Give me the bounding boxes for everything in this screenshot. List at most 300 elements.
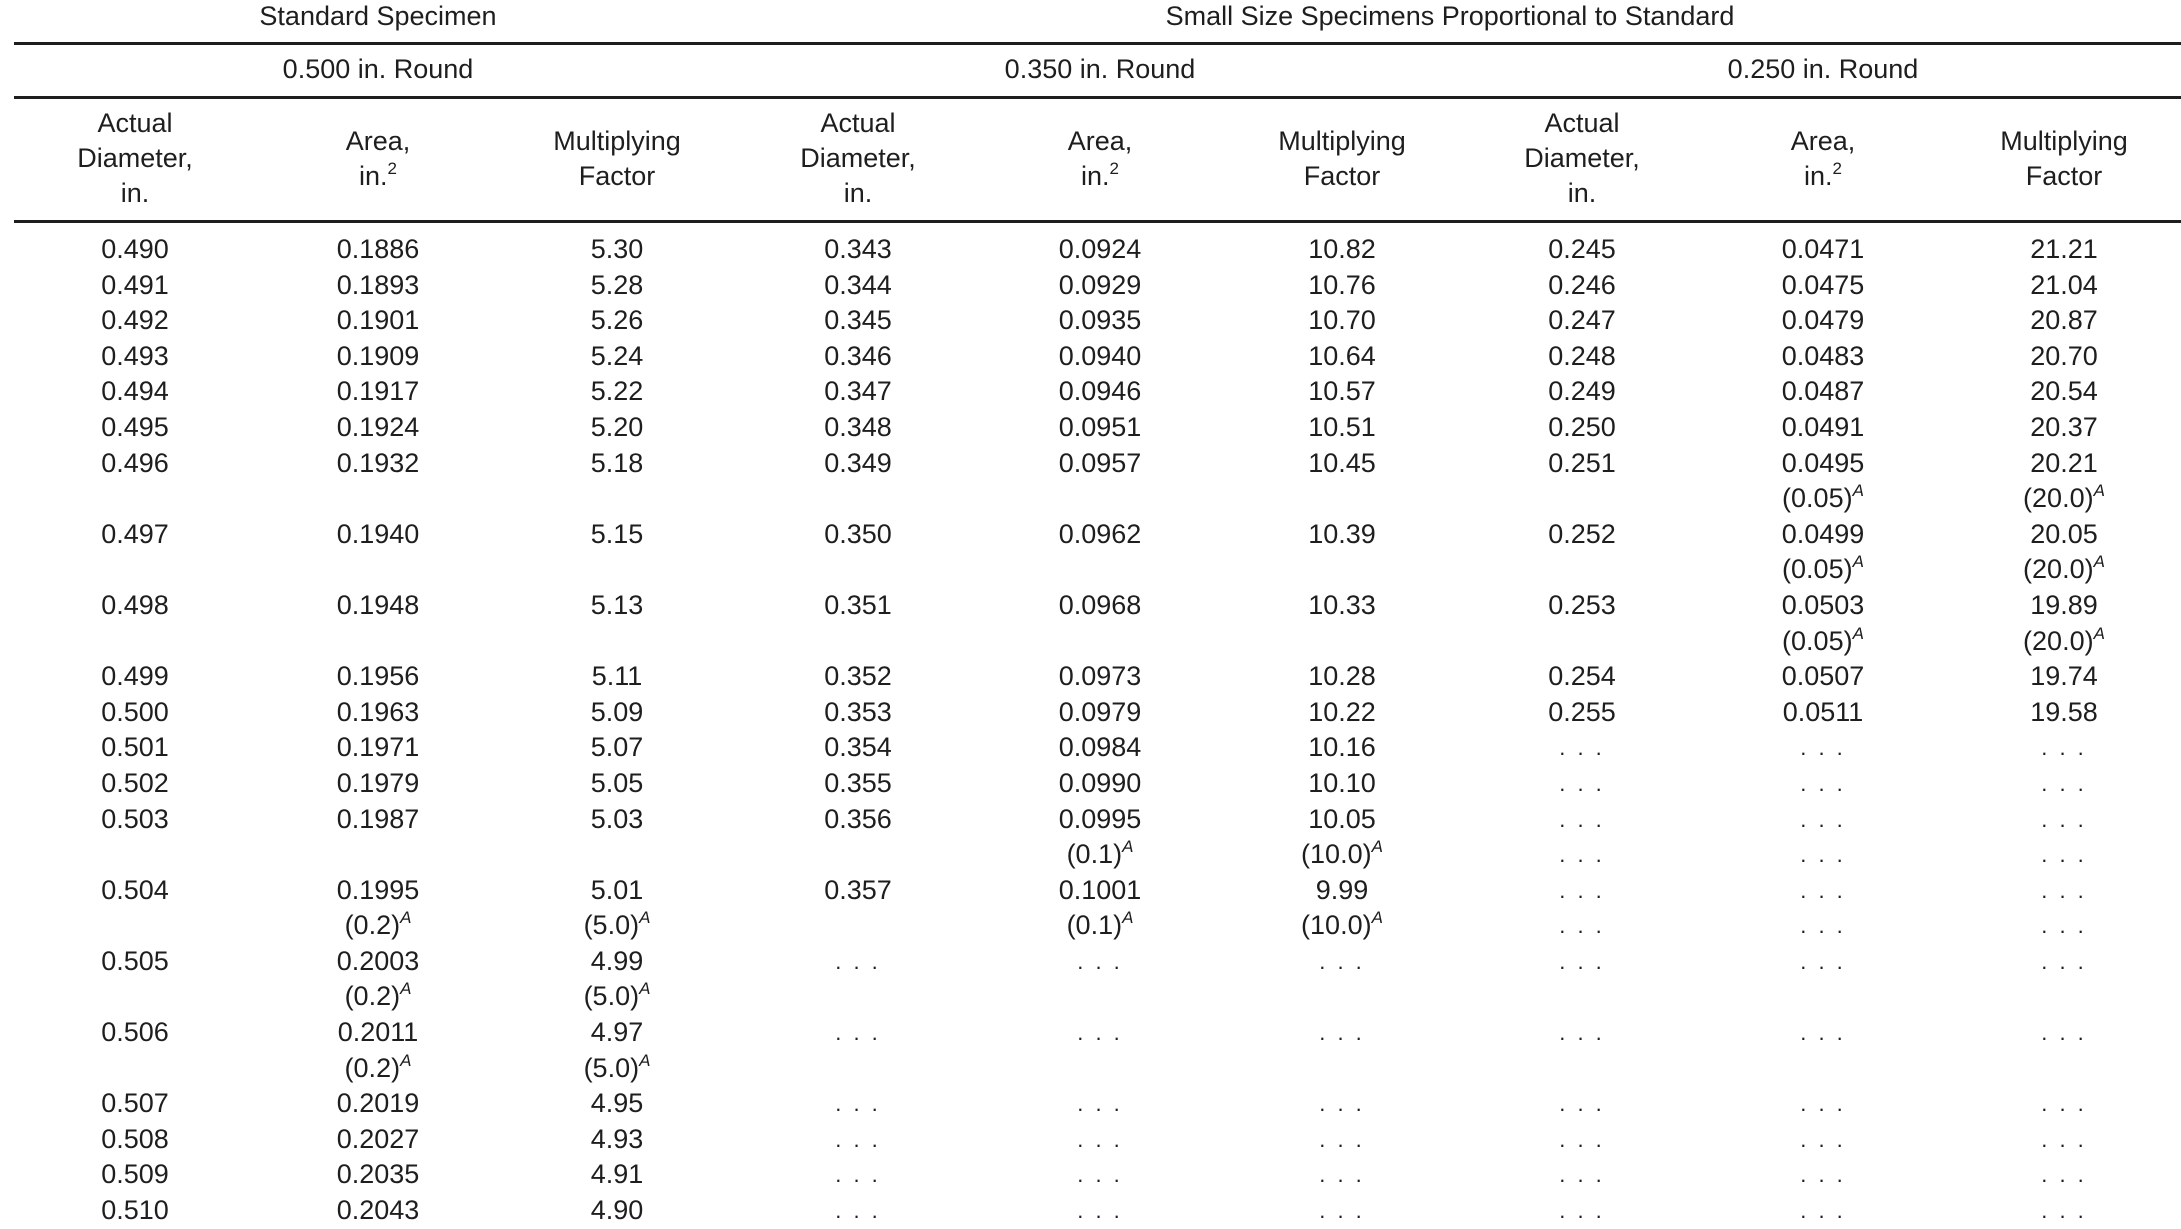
value: 20.54 [2030, 376, 2098, 407]
value: 0.508 [101, 1123, 169, 1154]
cell-multiplying-factor [2023, 588, 2105, 659]
cell-multiplying-factor [1308, 766, 1376, 802]
ellipsis: . . . [1800, 1198, 1846, 1224]
cell-actual-diameter [101, 1086, 169, 1122]
value: 0.496 [101, 447, 169, 478]
cell-area [1800, 873, 1846, 944]
value: 0.2019 [336, 1088, 420, 1119]
value: 0.0951 [1058, 411, 1142, 442]
cell-actual-diameter [101, 339, 169, 375]
value: 0.0929 [1058, 269, 1142, 300]
value: 0.2035 [336, 1159, 420, 1190]
value: 0.509 [101, 1159, 169, 1190]
column-header-area [1068, 124, 1133, 194]
cell-actual-diameter [1548, 410, 1616, 446]
value: 0.490 [101, 234, 169, 264]
value: 20.37 [2030, 411, 2098, 442]
cell-actual-diameter [101, 446, 169, 482]
value: 10.22 [1308, 696, 1376, 727]
cell-multiplying-factor [2041, 1193, 2087, 1229]
column-header-line: in. [1567, 178, 1597, 208]
value: 4.93 [590, 1123, 644, 1154]
ellipsis: . . . [1800, 735, 1846, 761]
value: 0.1971 [336, 732, 420, 763]
value: 0.0503 [1781, 589, 1865, 620]
ellipsis: . . . [1559, 1020, 1605, 1046]
value: 5.01 [590, 874, 644, 905]
value: 0.1901 [336, 305, 420, 336]
value: 0.251 [1548, 447, 1616, 478]
cell-multiplying-factor [1308, 339, 1376, 375]
column-header-line: Factor [1303, 161, 1381, 191]
value: 0.504 [101, 874, 169, 905]
ellipsis: . . . [835, 1091, 881, 1117]
value: 0.355 [824, 767, 892, 798]
cell-multiplying-factor [591, 1122, 644, 1158]
cell-actual-diameter [101, 1193, 169, 1229]
ellipsis: . . . [1319, 948, 1365, 974]
cell-multiplying-factor [592, 659, 643, 695]
value: 19.89 [2030, 589, 2098, 620]
table-row [0, 873, 2181, 944]
value: 0.0511 [1782, 696, 1864, 727]
cell-area [337, 1086, 420, 1122]
column-header-line: Multiplying [1278, 126, 1406, 156]
footnote-marker: A [400, 979, 412, 999]
value: 5.07 [590, 732, 644, 763]
value: 0.506 [101, 1017, 169, 1048]
cell-multiplying-factor [2041, 1086, 2087, 1122]
value: 0.0990 [1058, 767, 1142, 798]
cell-multiplying-factor [1319, 1193, 1365, 1229]
nominal-value: $(0.05)^A$ [1782, 623, 1864, 656]
value: 0.510 [101, 1195, 169, 1226]
cell-multiplying-factor [591, 730, 644, 766]
cell-multiplying-factor [1308, 410, 1376, 446]
value: 0.247 [1548, 305, 1616, 336]
cell-area [337, 1157, 420, 1193]
cell-actual-diameter [824, 730, 892, 766]
cell-multiplying-factor [1308, 232, 1376, 268]
column-header-actual-diameter [77, 106, 193, 211]
cell-multiplying-factor [584, 944, 651, 1015]
cell-area [337, 730, 420, 766]
ellipsis: . . . [1559, 735, 1605, 761]
column-header-line: Factor [578, 161, 656, 191]
cell-actual-diameter [101, 695, 169, 731]
value: 0.0499 [1781, 518, 1865, 549]
cell-multiplying-factor [591, 695, 644, 731]
column-header-line: in.$^2$ [1803, 159, 1842, 191]
cell-area [337, 339, 420, 375]
cell-area [337, 944, 420, 1015]
table-row [0, 1086, 2181, 1122]
nominal-value: $(0.05)^A$ [1782, 552, 1864, 585]
value: 0.0495 [1781, 447, 1865, 478]
value: 0.1924 [336, 411, 420, 442]
ellipsis: . . . [1077, 1020, 1123, 1046]
column-header-area [346, 124, 411, 194]
column-header-line: in. [843, 178, 873, 208]
cell-actual-diameter [1548, 517, 1616, 553]
value: 0.0935 [1058, 305, 1142, 336]
cell-area [337, 588, 420, 624]
cell-actual-diameter [101, 766, 169, 802]
cell-actual-diameter [824, 517, 892, 553]
cell-area [1800, 1015, 1846, 1051]
table-row [0, 588, 2181, 659]
footnote-marker: A [639, 908, 651, 928]
rule-column-headers [14, 220, 2181, 223]
cell-multiplying-factor [1308, 659, 1376, 695]
column-header-line: Diameter, [77, 143, 193, 173]
cell-actual-diameter [824, 232, 892, 268]
cell-area [1782, 232, 1865, 268]
ellipsis: . . . [1559, 877, 1605, 903]
footnote-marker: A [400, 908, 412, 928]
cell-actual-diameter [824, 410, 892, 446]
cell-multiplying-factor [591, 517, 644, 553]
subgroup-0350-round: 0.350 in. Round [1004, 54, 1196, 84]
value: 0.0984 [1058, 732, 1142, 763]
cell-area [1782, 517, 1865, 588]
value: 10.70 [1308, 305, 1376, 336]
value: 0.255 [1548, 696, 1616, 727]
cell-multiplying-factor [591, 802, 644, 838]
value: 0.0491 [1781, 411, 1865, 442]
ellipsis: . . . [835, 1198, 881, 1224]
footnote-marker: A [1852, 623, 1864, 643]
cell-multiplying-factor [591, 232, 644, 268]
value: 0.348 [824, 411, 892, 442]
table-row [0, 339, 2181, 375]
value: 5.03 [590, 803, 644, 834]
value: 5.22 [590, 376, 644, 407]
subgroup-0250-round: 0.250 in. Round [1727, 54, 1919, 84]
cell-area [1800, 1086, 1846, 1122]
cell-multiplying-factor [591, 410, 644, 446]
table-row [0, 1122, 2181, 1158]
value: 20.70 [2030, 340, 2098, 371]
cell-area [337, 659, 420, 695]
ellipsis: . . . [1800, 770, 1846, 796]
cell-area [337, 268, 420, 304]
cell-multiplying-factor [1301, 873, 1383, 944]
cell-multiplying-factor [1319, 1086, 1365, 1122]
value: 10.33 [1308, 589, 1376, 620]
value: 5.24 [590, 340, 644, 371]
value: 21.21 [2030, 234, 2098, 264]
cell-area [1800, 1193, 1846, 1229]
value: 0.0479 [1781, 305, 1865, 336]
value: 5.20 [590, 411, 644, 442]
nominal-value: $(0.2)^A$ [344, 908, 412, 941]
value: 0.249 [1548, 376, 1616, 407]
cell-area [1782, 339, 1865, 375]
nominal-value: $(0.1)^A$ [1066, 837, 1134, 870]
footnote-marker: A [1122, 908, 1134, 928]
footnote-marker: A [1371, 908, 1383, 928]
value: 5.11 [591, 661, 643, 692]
value: 10.16 [1308, 732, 1376, 763]
value: 0.1979 [336, 767, 420, 798]
ellipsis: . . . [2041, 842, 2087, 868]
value: 0.357 [824, 874, 892, 905]
value: 10.28 [1308, 661, 1376, 692]
cell-multiplying-factor [2030, 232, 2098, 268]
value: 0.1909 [336, 340, 420, 371]
value: 9.99 [1315, 874, 1369, 905]
cell-area [1800, 802, 1846, 873]
cell-multiplying-factor [1301, 802, 1383, 873]
cell-area [337, 1193, 420, 1229]
cell-actual-diameter [101, 1122, 169, 1158]
cell-multiplying-factor [591, 374, 644, 410]
cell-multiplying-factor [584, 873, 651, 944]
ellipsis: . . . [1319, 1162, 1365, 1188]
value: 0.501 [101, 732, 169, 763]
ellipsis: . . . [2041, 1162, 2087, 1188]
column-header-line: Actual [1544, 108, 1620, 138]
cell-actual-diameter [1548, 339, 1616, 375]
column-header-area [1791, 124, 1856, 194]
cell-area [1800, 1157, 1846, 1193]
cell-actual-diameter [824, 766, 892, 802]
ellipsis: . . . [1319, 1091, 1365, 1117]
ellipsis: . . . [1800, 842, 1846, 868]
footnote-marker: A [2093, 623, 2105, 643]
value: 0.352 [824, 661, 892, 692]
cell-actual-diameter [1559, 1193, 1605, 1229]
ellipsis: . . . [1319, 1198, 1365, 1224]
cell-multiplying-factor [2023, 517, 2105, 588]
column-header-line: Area, [1790, 126, 1856, 156]
footnote-marker: A [1852, 481, 1864, 501]
table-row [0, 1193, 2181, 1229]
value: 0.0507 [1781, 661, 1865, 692]
ellipsis: . . . [835, 1126, 881, 1152]
group-header-small-size-specimens: Small Size Specimens Proportional to Standard [1165, 1, 1735, 31]
cell-actual-diameter [101, 232, 169, 268]
cell-multiplying-factor [591, 303, 644, 339]
table-row [0, 730, 2181, 766]
value: 4.90 [590, 1195, 644, 1226]
ellipsis: . . . [2041, 735, 2087, 761]
cell-area [1059, 873, 1142, 944]
table-row [0, 446, 2181, 517]
cell-actual-diameter [101, 873, 169, 909]
value: 5.26 [590, 305, 644, 336]
nominal-value: $(20.0)^A$ [2023, 623, 2105, 656]
cell-area [1782, 588, 1865, 659]
value: 0.347 [824, 376, 892, 407]
cell-area [1077, 1157, 1123, 1193]
cell-actual-diameter [101, 1015, 169, 1051]
footnote-marker: A [400, 1050, 412, 1070]
nominal-value: $(0.1)^A$ [1066, 908, 1134, 941]
cell-area [1782, 410, 1865, 446]
cell-area [1059, 339, 1142, 375]
ellipsis: . . . [1800, 1126, 1846, 1152]
cell-area [1077, 1015, 1123, 1051]
cell-actual-diameter [835, 1015, 881, 1051]
ellipsis: . . . [1800, 1162, 1846, 1188]
value: 0.346 [824, 340, 892, 371]
cell-actual-diameter [835, 944, 881, 980]
table-row [0, 1157, 2181, 1193]
cell-area [1077, 1086, 1123, 1122]
cell-multiplying-factor [2030, 339, 2098, 375]
cell-area [1059, 232, 1142, 268]
value: 0.345 [824, 305, 892, 336]
column-header-actual-diameter [800, 106, 916, 211]
value: 0.343 [824, 234, 892, 264]
value: 0.353 [824, 696, 892, 727]
value: 0.253 [1548, 589, 1616, 620]
value: 0.2027 [336, 1123, 420, 1154]
cell-actual-diameter [1548, 588, 1616, 624]
value: 19.74 [2030, 661, 2098, 692]
value: 0.0946 [1058, 376, 1142, 407]
value: 10.45 [1308, 447, 1376, 478]
value: 0.1940 [336, 518, 420, 549]
value: 5.05 [590, 767, 644, 798]
nominal-value: $(0.05)^A$ [1782, 481, 1864, 514]
value: 5.30 [590, 234, 644, 264]
cell-actual-diameter [1559, 1015, 1605, 1051]
value: 0.492 [101, 305, 169, 336]
cell-actual-diameter [101, 374, 169, 410]
cell-multiplying-factor [591, 766, 644, 802]
value: 4.99 [590, 945, 644, 976]
ellipsis: . . . [835, 1020, 881, 1046]
value: 20.87 [2030, 305, 2098, 336]
ellipsis: . . . [1559, 1198, 1605, 1224]
cell-multiplying-factor [2041, 1122, 2087, 1158]
cell-actual-diameter [101, 944, 169, 980]
footnote-marker: A [639, 1050, 651, 1070]
value: 0.498 [101, 589, 169, 620]
ellipsis: . . . [1800, 1091, 1846, 1117]
cell-area [337, 873, 420, 944]
cell-actual-diameter [835, 1086, 881, 1122]
value: 0.497 [101, 518, 169, 549]
cell-actual-diameter [1559, 1122, 1605, 1158]
cell-actual-diameter [101, 659, 169, 695]
value: 20.05 [2030, 518, 2098, 549]
column-header-line: Actual [820, 108, 896, 138]
cell-area [1059, 374, 1142, 410]
cell-area [1077, 1122, 1123, 1158]
value: 0.507 [101, 1088, 169, 1119]
ellipsis: . . . [1077, 1198, 1123, 1224]
cell-multiplying-factor [1308, 517, 1376, 553]
footnote-marker: A [1852, 552, 1864, 572]
cell-area [1059, 730, 1142, 766]
value: 0.491 [101, 269, 169, 300]
cell-area [1782, 374, 1865, 410]
column-header-multiplying-factor [2000, 124, 2128, 194]
value: 0.505 [101, 945, 169, 976]
cell-area [337, 766, 420, 802]
ellipsis: . . . [2041, 948, 2087, 974]
cell-area [337, 802, 420, 838]
superscript: 2 [1109, 159, 1119, 178]
cell-multiplying-factor [1319, 1157, 1365, 1193]
cell-area [1059, 588, 1142, 624]
value: 0.2011 [337, 1017, 419, 1048]
cell-actual-diameter [835, 1193, 881, 1229]
cell-actual-diameter [835, 1122, 881, 1158]
cell-area [1059, 268, 1142, 304]
value: 0.502 [101, 767, 169, 798]
rule-subgroup [14, 96, 2181, 99]
value: 0.493 [101, 340, 169, 371]
cell-area [337, 410, 420, 446]
value: 5.09 [590, 696, 644, 727]
ellipsis: . . . [1077, 1091, 1123, 1117]
value: 10.82 [1308, 234, 1376, 264]
cell-area [1059, 446, 1142, 482]
ellipsis: . . . [2041, 806, 2087, 832]
cell-actual-diameter [101, 802, 169, 838]
cell-multiplying-factor [591, 1086, 644, 1122]
cell-area [1059, 659, 1142, 695]
value: 0.0995 [1058, 803, 1142, 834]
table-row [0, 303, 2181, 339]
cell-multiplying-factor [1308, 268, 1376, 304]
column-header-multiplying-factor [553, 124, 681, 194]
value: 0.1963 [336, 696, 420, 727]
cell-actual-diameter [1548, 303, 1616, 339]
value: 0.0940 [1058, 340, 1142, 371]
ellipsis: . . . [1559, 948, 1605, 974]
column-header-line: Multiplying [2000, 126, 2128, 156]
value: 10.10 [1308, 767, 1376, 798]
cell-area [1059, 303, 1142, 339]
value: 20.21 [2030, 447, 2098, 478]
cell-multiplying-factor [591, 268, 644, 304]
cell-multiplying-factor [591, 588, 644, 624]
nominal-value: $(20.0)^A$ [2023, 552, 2105, 585]
ellipsis: . . . [1800, 948, 1846, 974]
value: 0.0973 [1058, 661, 1142, 692]
value: 0.351 [824, 589, 892, 620]
value: 0.0968 [1058, 589, 1142, 620]
value: 5.18 [590, 447, 644, 478]
ellipsis: . . . [2041, 1198, 2087, 1224]
value: 21.04 [2030, 269, 2098, 300]
ellipsis: . . . [2041, 770, 2087, 796]
cell-area [1077, 1193, 1123, 1229]
superscript: 2 [387, 159, 397, 178]
cell-actual-diameter [101, 1157, 169, 1193]
value: 5.28 [590, 269, 644, 300]
value: 4.95 [590, 1088, 644, 1119]
value: 0.1956 [336, 661, 420, 692]
cell-multiplying-factor [591, 1157, 644, 1193]
table-row [0, 1015, 2181, 1086]
cell-area [1800, 766, 1846, 802]
cell-actual-diameter [824, 659, 892, 695]
cell-area [337, 517, 420, 553]
value: 4.91 [590, 1159, 644, 1190]
value: 19.58 [2030, 696, 2098, 727]
value: 0.500 [101, 696, 169, 727]
cell-actual-diameter [1559, 766, 1605, 802]
cell-area [1059, 695, 1142, 731]
value: 0.0962 [1058, 518, 1142, 549]
